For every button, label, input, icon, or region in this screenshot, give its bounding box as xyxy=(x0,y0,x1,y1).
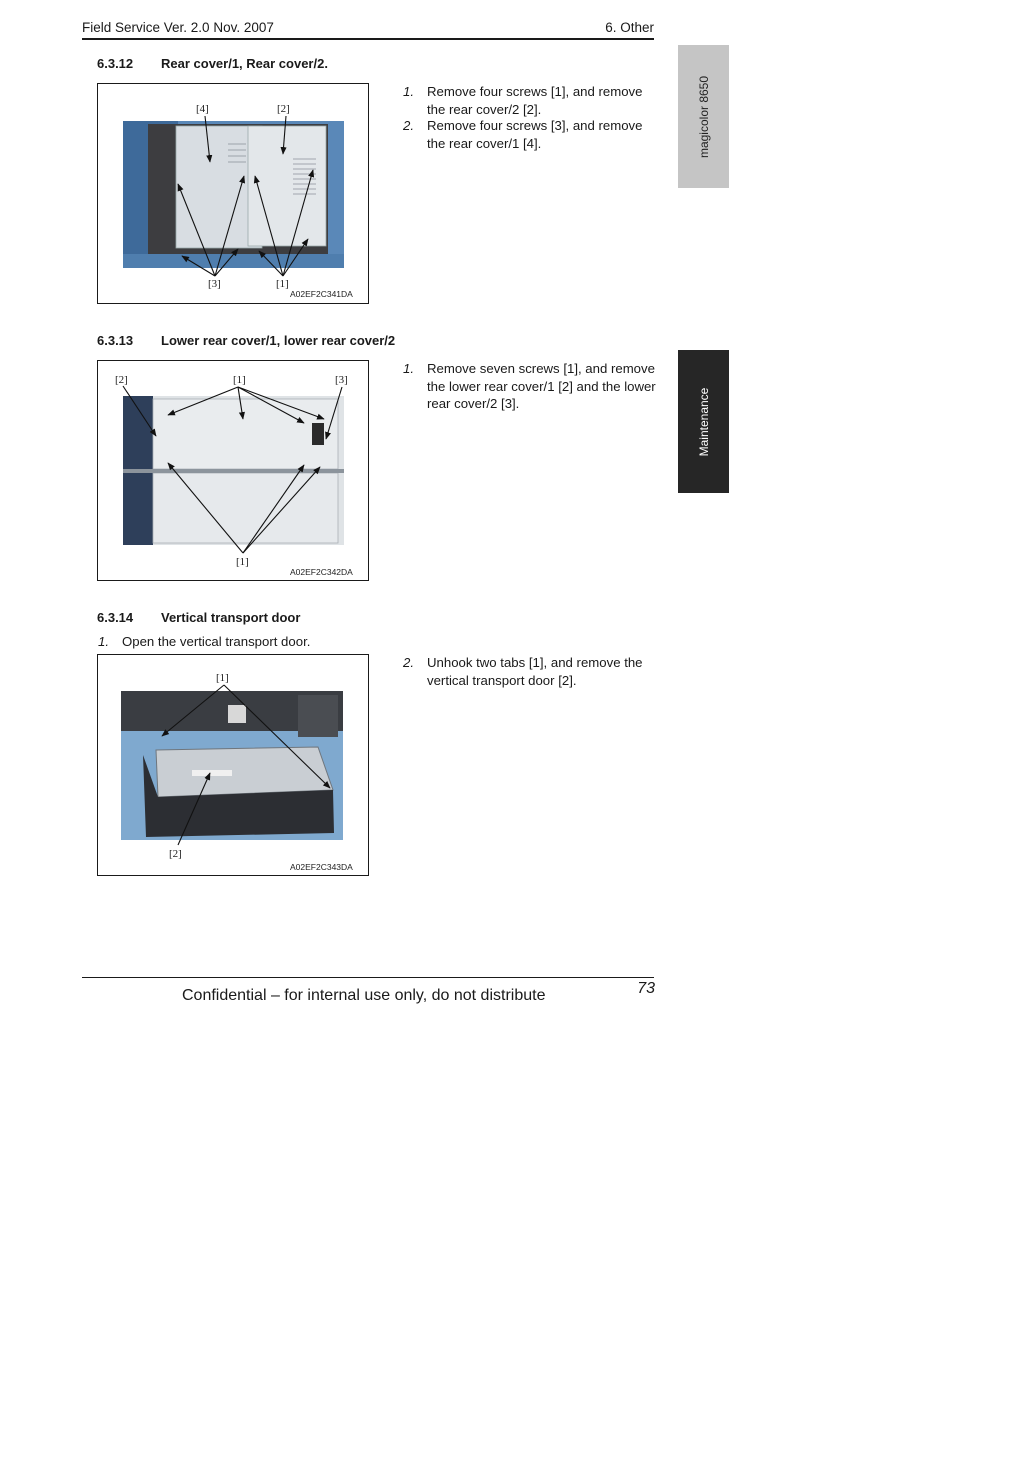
figure-label: [2] xyxy=(277,103,290,115)
figure-lower-rear-cover-illustration xyxy=(98,361,368,580)
side-tab-maintenance xyxy=(678,350,729,493)
side-tab-maintenance-label: Maintenance xyxy=(696,387,711,456)
step-text: Remove four screws [1], and remove the rear cover/2 [2]. xyxy=(427,84,643,117)
figure-vertical-transport-door xyxy=(97,654,369,876)
side-tab-model xyxy=(678,45,729,188)
figure-label: [1] xyxy=(233,374,246,386)
figure-label: [1] xyxy=(216,672,229,684)
step-text: Unhook two tabs [1], and remove the vertical transport door [2]. xyxy=(427,655,643,688)
footer-rule xyxy=(82,977,654,978)
figure-label: [2] xyxy=(169,848,182,860)
section-number: 6.3.13 xyxy=(97,333,134,348)
step-text: Open the vertical transport door. xyxy=(122,634,311,649)
figure-label: [1] xyxy=(236,556,249,568)
figure-label: [4] xyxy=(196,103,209,115)
step-number: 1. xyxy=(403,361,414,376)
section-title: Vertical transport door xyxy=(161,610,301,625)
step-text: Remove four screws [3], and remove the rear cover/1 [4]. xyxy=(427,118,643,151)
section-title: Rear cover/1, Rear cover/2. xyxy=(161,56,328,71)
header-title: Field Service Ver. 2.0 Nov. 2007 xyxy=(82,20,274,35)
section-title: Lower rear cover/1, lower rear cover/2 xyxy=(161,333,396,348)
figure-rear-cover xyxy=(97,83,369,304)
figure-label: [3] xyxy=(208,278,221,290)
step-number: 1. xyxy=(98,634,109,649)
footer-confidential: Confidential – for internal use only, do not distribute xyxy=(182,987,546,1004)
figure-code: A02EF2C342DA xyxy=(290,567,353,577)
page-number: 73 xyxy=(637,980,655,997)
figure-code: A02EF2C341DA xyxy=(290,289,353,299)
figure-label: [3] xyxy=(335,374,348,386)
step-number: 2. xyxy=(403,655,414,670)
side-tab-model-label: magicolor 8650 xyxy=(696,75,711,158)
step-number: 2. xyxy=(403,118,414,133)
section-number: 6.3.12 xyxy=(97,56,134,71)
figure-rear-cover-illustration xyxy=(98,84,368,303)
section-number: 6.3.14 xyxy=(97,610,134,625)
header-chapter: 6. Other xyxy=(605,20,654,35)
step-number: 1. xyxy=(403,84,414,99)
step-text: Remove seven screws [1], and remove the lower rear cover/1 [2] and the lower rear cover/2 [3]. xyxy=(427,361,656,411)
figure-vertical-transport-door-illustration xyxy=(98,655,368,875)
figure-code: A02EF2C343DA xyxy=(290,862,353,872)
figure-label: [1] xyxy=(276,278,289,290)
figure-lower-rear-cover xyxy=(97,360,369,581)
figure-label: [2] xyxy=(115,374,128,386)
header-rule xyxy=(82,38,654,40)
